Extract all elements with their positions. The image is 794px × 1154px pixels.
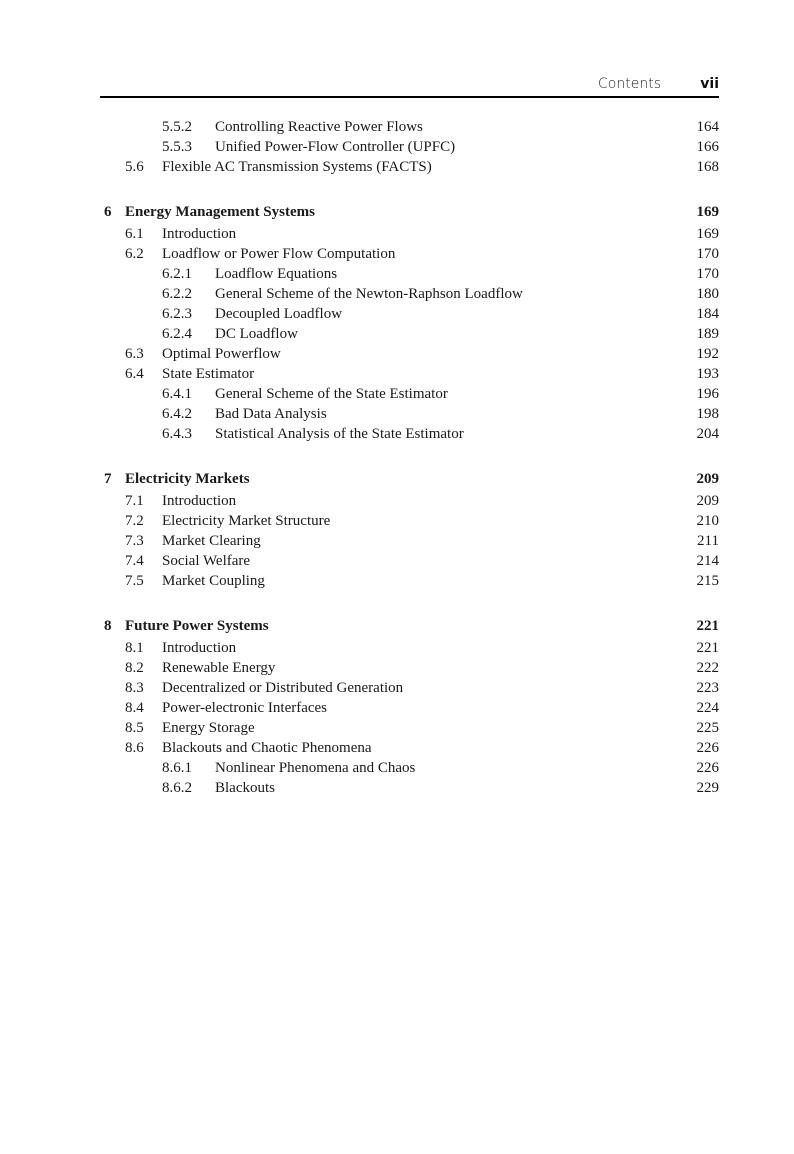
entry-title: General Scheme of the State Estimator bbox=[215, 386, 448, 402]
entry-page-number: 192 bbox=[696, 346, 719, 362]
toc-section-entry[interactable] bbox=[100, 344, 719, 364]
entry-page-number: 170 bbox=[696, 246, 719, 262]
toc-section-entry[interactable] bbox=[100, 698, 719, 718]
toc-section-entry[interactable] bbox=[100, 738, 719, 758]
toc-chapter-entry[interactable] bbox=[100, 467, 719, 491]
entry-page-number: 180 bbox=[696, 286, 719, 302]
entry-number: 6.2 bbox=[125, 246, 144, 262]
entry-number: 8.4 bbox=[125, 700, 144, 716]
entry-number: 8.2 bbox=[125, 660, 144, 676]
toc-subsection-entry[interactable] bbox=[100, 324, 719, 344]
entry-page-number: 189 bbox=[696, 326, 719, 342]
entry-page-number: 166 bbox=[696, 139, 719, 155]
entry-page-number: 184 bbox=[696, 306, 719, 322]
entry-number: 7.3 bbox=[125, 533, 144, 549]
entry-title: Social Welfare bbox=[162, 553, 251, 569]
entry-page-number: 229 bbox=[696, 780, 719, 796]
toc-section-entry[interactable] bbox=[100, 511, 719, 531]
entry-title: Energy Storage bbox=[162, 720, 255, 736]
entry-page-number: 215 bbox=[696, 573, 719, 589]
entry-number: 5.5.3 bbox=[162, 139, 192, 155]
toc-subsection-entry[interactable] bbox=[100, 137, 719, 157]
toc-section-entry[interactable] bbox=[100, 718, 719, 738]
entry-title: Energy Management Systems bbox=[125, 204, 315, 220]
entry-number: 8.5 bbox=[125, 720, 144, 736]
entry-title: Controlling Reactive Power Flows bbox=[215, 119, 423, 135]
entry-title: Market Coupling bbox=[162, 573, 265, 589]
toc-section-entry[interactable] bbox=[100, 157, 719, 177]
entry-number: 7.2 bbox=[125, 513, 144, 529]
entry-page-number: 210 bbox=[696, 513, 719, 529]
entry-number: 6.4.2 bbox=[162, 406, 192, 422]
entry-title: Market Clearing bbox=[162, 533, 261, 549]
entry-page-number: 169 bbox=[696, 204, 719, 220]
entry-title: State Estimator bbox=[162, 366, 255, 382]
entry-title: Electricity Market Structure bbox=[162, 513, 331, 529]
entry-number: 8.6.2 bbox=[162, 780, 192, 796]
entry-title: Renewable Energy bbox=[162, 660, 276, 676]
entry-title: Bad Data Analysis bbox=[215, 406, 327, 422]
entry-title: Flexible AC Transmission Systems (FACTS) bbox=[162, 159, 432, 175]
toc-section-entry[interactable] bbox=[100, 531, 719, 551]
entry-number: 8.6 bbox=[125, 740, 144, 756]
running-header-title: Contents bbox=[598, 76, 661, 92]
entry-title: Unified Power-Flow Controller (UPFC) bbox=[215, 139, 456, 155]
entry-number: 5.5.2 bbox=[162, 119, 192, 135]
entry-page-number: 226 bbox=[696, 740, 719, 756]
toc-subsection-entry[interactable] bbox=[100, 284, 719, 304]
entry-page-number: 224 bbox=[696, 700, 719, 716]
entry-page-number: 168 bbox=[696, 159, 719, 175]
entry-page-number: 214 bbox=[696, 553, 719, 569]
entry-page-number: 221 bbox=[696, 618, 719, 634]
entry-title: Electricity Markets bbox=[125, 471, 250, 487]
entry-page-number: 223 bbox=[696, 680, 719, 696]
entry-page-number: 204 bbox=[696, 426, 719, 442]
toc-section-entry[interactable] bbox=[100, 244, 719, 264]
entry-title: Optimal Powerflow bbox=[162, 346, 281, 362]
entry-number: 6.4.3 bbox=[162, 426, 192, 442]
toc-subsection-entry[interactable] bbox=[100, 758, 719, 778]
entry-number: 6.2.3 bbox=[162, 306, 192, 322]
entry-page-number: 209 bbox=[696, 471, 719, 487]
entry-number: 7.5 bbox=[125, 573, 144, 589]
entry-title: General Scheme of the Newton-Raphson Loadflow bbox=[215, 286, 523, 302]
entry-title: Power-electronic Interfaces bbox=[162, 700, 328, 716]
entry-page-number: 193 bbox=[696, 366, 719, 382]
entry-title: Nonlinear Phenomena and Chaos bbox=[215, 760, 416, 776]
entry-number: 8.3 bbox=[125, 680, 144, 696]
entry-page-number: 170 bbox=[696, 266, 719, 282]
entry-number: 6.4 bbox=[125, 366, 144, 382]
toc-chapter-entry[interactable] bbox=[100, 614, 719, 638]
entry-title: Future Power Systems bbox=[125, 618, 269, 634]
entry-page-number: 169 bbox=[696, 226, 719, 242]
chapter-spacer bbox=[100, 444, 719, 467]
entry-title: Introduction bbox=[162, 226, 237, 242]
entry-title: Loadflow Equations bbox=[215, 266, 338, 282]
toc-subsection-entry[interactable] bbox=[100, 117, 719, 137]
toc-subsection-entry[interactable] bbox=[100, 404, 719, 424]
entry-title: Decentralized or Distributed Generation bbox=[162, 680, 404, 696]
table-of-contents bbox=[100, 117, 719, 798]
entry-title: Introduction bbox=[162, 640, 237, 656]
chapter-spacer bbox=[100, 591, 719, 614]
chapter-spacer bbox=[100, 177, 719, 200]
toc-section-entry[interactable] bbox=[100, 224, 719, 244]
toc-section-entry[interactable] bbox=[100, 491, 719, 511]
running-header bbox=[100, 74, 719, 98]
toc-section-entry[interactable] bbox=[100, 571, 719, 591]
entry-number: 5.6 bbox=[125, 159, 144, 175]
entry-page-number: 225 bbox=[696, 720, 719, 736]
entry-page-number: 198 bbox=[696, 406, 719, 422]
toc-section-entry[interactable] bbox=[100, 638, 719, 658]
toc-subsection-entry[interactable] bbox=[100, 424, 719, 444]
entry-page-number: 226 bbox=[696, 760, 719, 776]
toc-subsection-entry[interactable] bbox=[100, 304, 719, 324]
entry-number: 6.4.1 bbox=[162, 386, 192, 402]
toc-section-entry[interactable] bbox=[100, 551, 719, 571]
entry-number: 7 bbox=[104, 471, 112, 487]
entry-page-number: 209 bbox=[696, 493, 719, 509]
entry-page-number: 221 bbox=[696, 640, 719, 656]
entry-page-number: 211 bbox=[697, 533, 719, 549]
entry-number: 8.1 bbox=[125, 640, 144, 656]
entry-number: 7.4 bbox=[125, 553, 144, 569]
entry-number: 6.2.1 bbox=[162, 266, 192, 282]
entry-number: 6.3 bbox=[125, 346, 144, 362]
entry-title: Blackouts and Chaotic Phenomena bbox=[162, 740, 372, 756]
toc-section-entry[interactable] bbox=[100, 658, 719, 678]
entry-title: Loadflow or Power Flow Computation bbox=[162, 246, 396, 262]
toc-subsection-entry[interactable] bbox=[100, 264, 719, 284]
entry-number: 6.2.2 bbox=[162, 286, 192, 302]
entry-number: 6.2.4 bbox=[162, 326, 192, 342]
toc-subsection-entry[interactable] bbox=[100, 384, 719, 404]
page-number: vii bbox=[700, 76, 719, 92]
entry-title: Blackouts bbox=[215, 780, 275, 796]
entry-page-number: 222 bbox=[696, 660, 719, 676]
toc-section-entry[interactable] bbox=[100, 364, 719, 384]
entry-number: 8 bbox=[104, 618, 112, 634]
toc-subsection-entry[interactable] bbox=[100, 778, 719, 798]
entry-title: Decoupled Loadflow bbox=[215, 306, 343, 322]
toc-chapter-entry[interactable] bbox=[100, 200, 719, 224]
entry-number: 7.1 bbox=[125, 493, 144, 509]
entry-title: Introduction bbox=[162, 493, 237, 509]
entry-number: 8.6.1 bbox=[162, 760, 192, 776]
entry-title: Statistical Analysis of the State Estimator bbox=[215, 426, 464, 442]
entry-page-number: 196 bbox=[696, 386, 719, 402]
toc-section-entry[interactable] bbox=[100, 678, 719, 698]
entry-number: 6 bbox=[104, 204, 112, 220]
entry-page-number: 164 bbox=[696, 119, 719, 135]
entry-number: 6.1 bbox=[125, 226, 144, 242]
entry-title: DC Loadflow bbox=[215, 326, 298, 342]
